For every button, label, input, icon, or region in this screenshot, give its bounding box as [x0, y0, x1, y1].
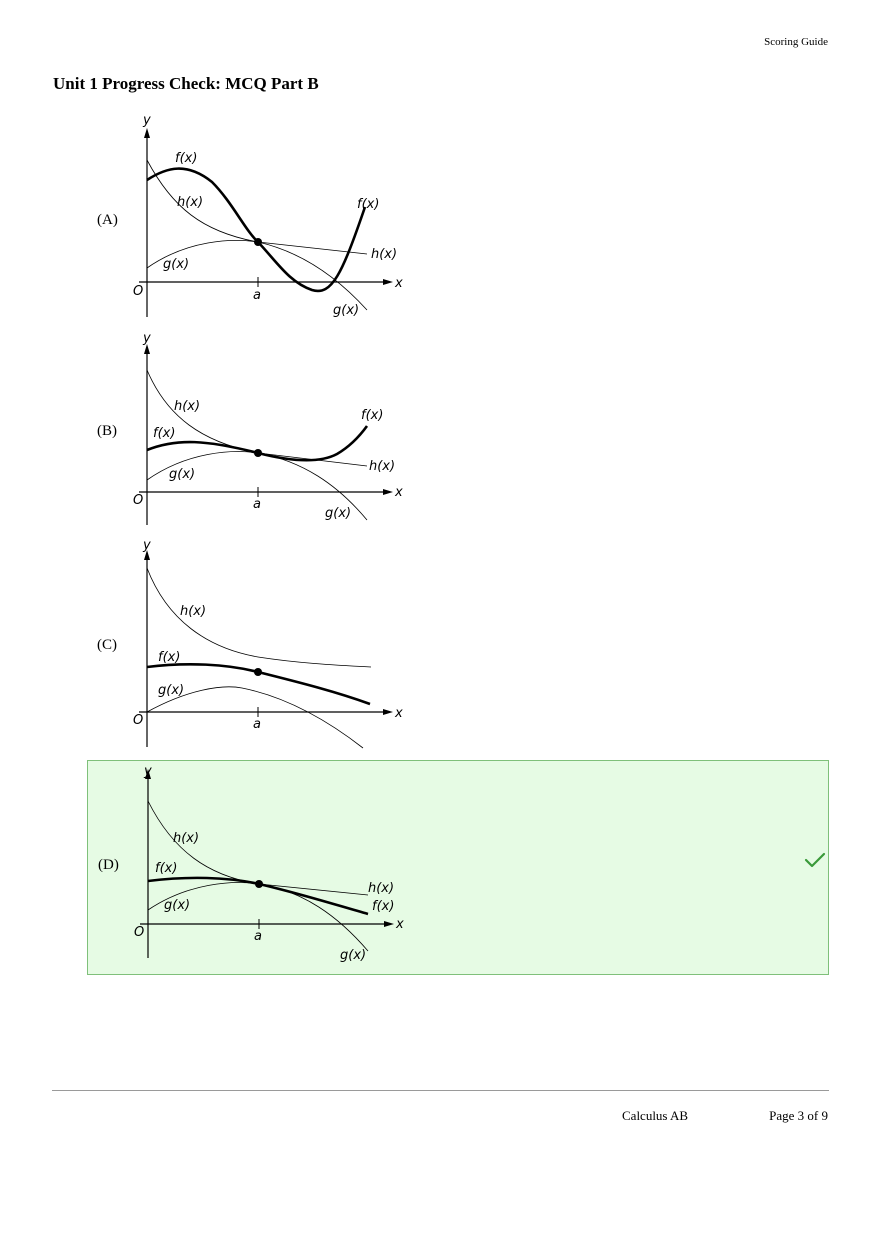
- answer-choice-a[interactable]: [87, 112, 829, 327]
- graph-svg: [127, 540, 417, 750]
- h-label: h(x): [369, 459, 396, 474]
- answer-choice-d[interactable]: [87, 760, 829, 975]
- x-label: x: [395, 276, 403, 291]
- g-label: g(x): [325, 506, 352, 521]
- intersection-point: [254, 449, 262, 457]
- f-label: f(x): [158, 650, 181, 665]
- a-label: a: [254, 929, 262, 944]
- choice-letter: (D): [98, 857, 119, 873]
- choice-letter: (C): [97, 637, 117, 653]
- y-label: y: [143, 113, 151, 128]
- g-label: g(x): [169, 467, 196, 482]
- origin-label: O: [133, 493, 144, 508]
- intersection-point: [254, 668, 262, 676]
- origin-label: O: [134, 925, 145, 940]
- g-label: g(x): [164, 898, 191, 913]
- y-axis-arrow: [144, 128, 150, 138]
- origin-label: O: [133, 713, 144, 728]
- h-label: h(x): [177, 195, 204, 210]
- graph-svg: [127, 332, 417, 527]
- choice-letter: (A): [97, 212, 118, 228]
- x-label: x: [395, 706, 403, 721]
- a-label: a: [253, 717, 261, 732]
- g-label: g(x): [340, 948, 367, 963]
- a-label: a: [253, 288, 261, 303]
- choice-letter: (B): [97, 423, 117, 439]
- a-label: a: [253, 497, 261, 512]
- y-label: y: [144, 764, 152, 779]
- g-label: g(x): [158, 683, 185, 698]
- intersection-point: [255, 880, 263, 888]
- graph: [128, 761, 418, 971]
- h-label: h(x): [368, 881, 395, 896]
- f-label: f(x): [357, 197, 380, 212]
- checkmark-icon: [804, 851, 826, 874]
- h-label: h(x): [174, 399, 201, 414]
- x-axis-arrow: [384, 921, 394, 927]
- footer-course: Calculus AB: [622, 1108, 689, 1123]
- g-label: g(x): [163, 257, 190, 272]
- graph: [127, 540, 417, 750]
- f-label: f(x): [155, 861, 178, 876]
- f-curve: [147, 169, 365, 291]
- x-axis-arrow: [383, 709, 393, 715]
- answer-choice-b[interactable]: [87, 332, 829, 527]
- origin-label: O: [133, 284, 144, 299]
- y-label: y: [143, 538, 151, 553]
- graph-svg: [128, 761, 418, 971]
- h-label: h(x): [371, 247, 398, 262]
- graph: [127, 112, 417, 322]
- footer-page-number: Page 3 of 9: [769, 1108, 828, 1123]
- h-label: h(x): [173, 831, 200, 846]
- intersection-point: [254, 238, 262, 246]
- x-label: x: [396, 917, 404, 932]
- graph-svg: [127, 112, 417, 322]
- f-label: f(x): [361, 408, 384, 423]
- f-label: f(x): [175, 151, 198, 166]
- footer-divider: [52, 1090, 829, 1091]
- y-label: y: [143, 331, 151, 346]
- g-label: g(x): [333, 303, 360, 318]
- scoring-guide-label: Scoring Guide: [764, 36, 828, 48]
- graph: [127, 332, 417, 527]
- f-label: f(x): [153, 426, 176, 441]
- page-title: Unit 1 Progress Check: MCQ Part B: [53, 74, 319, 93]
- x-axis-arrow: [383, 489, 393, 495]
- answer-choice-c[interactable]: [87, 540, 829, 750]
- f-label: f(x): [372, 899, 395, 914]
- x-label: x: [395, 485, 403, 500]
- h-label: h(x): [180, 604, 207, 619]
- x-axis-arrow: [383, 279, 393, 285]
